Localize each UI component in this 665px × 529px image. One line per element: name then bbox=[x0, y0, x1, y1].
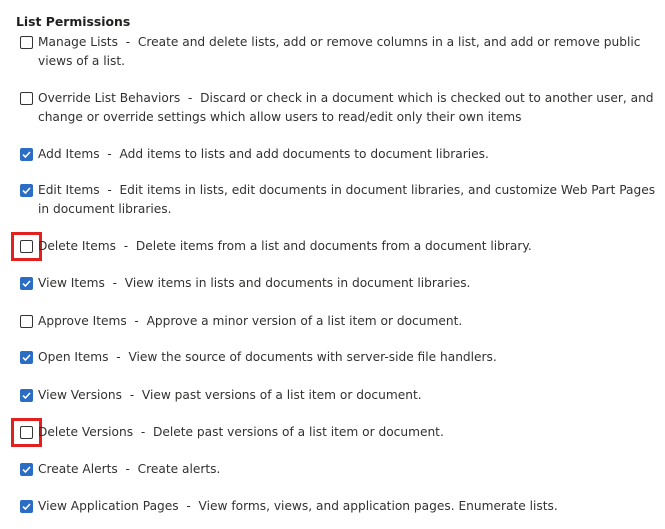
permission-description: View the source of documents with server-side file handlers. bbox=[128, 350, 497, 364]
permission-description: View items in lists and documents in document libraries. bbox=[124, 276, 471, 290]
permission-description: Create and delete lists, add or remove columns in a list, and add or remove public views of a list. bbox=[38, 35, 641, 68]
permission-edit-items: Edit Items - Edit items in lists, edit documents in document libraries, and customize Web Part Pages in document libraries. bbox=[38, 183, 656, 216]
permission-view-application-pages: View Application Pages - View forms, views, and application pages. Enumerate lists. bbox=[38, 499, 558, 513]
permission-override-list-behaviors: Override List Behaviors - Discard or check in a document which is checked out to another user, and change or override settings which allow users to read/edit only their own items bbox=[38, 91, 654, 124]
view-items-checkbox[interactable] bbox=[20, 277, 33, 290]
permission-name: View Items bbox=[38, 276, 105, 290]
permission-name: View Application Pages bbox=[38, 499, 179, 513]
permission-manage-lists: Manage Lists - Create and delete lists, add or remove columns in a list, and add or remove public views of a list. bbox=[38, 35, 641, 68]
delete-items-checkbox[interactable] bbox=[20, 240, 33, 253]
permission-name: Edit Items bbox=[38, 183, 100, 197]
permission-view-items: View Items - View items in lists and documents in document libraries. bbox=[38, 276, 471, 290]
permission-description: Add items to lists and add documents to document libraries. bbox=[119, 147, 489, 161]
permission-delete-versions: Delete Versions - Delete past versions of a list item or document. bbox=[38, 425, 444, 439]
permission-create-alerts: Create Alerts - Create alerts. bbox=[38, 462, 221, 476]
permission-view-versions: View Versions - View past versions of a list item or document. bbox=[38, 388, 422, 402]
override-list-behaviors-checkbox[interactable] bbox=[20, 92, 33, 105]
permission-approve-items: Approve Items - Approve a minor version of a list item or document. bbox=[38, 314, 463, 328]
permission-description: Edit items in lists, edit documents in document libraries, and customize Web Part Pages in document libraries. bbox=[38, 183, 656, 216]
permission-description: Delete past versions of a list item or document. bbox=[153, 425, 444, 439]
permission-open-items: Open Items - View the source of documents with server-side file handlers. bbox=[38, 350, 497, 364]
permission-add-items: Add Items - Add items to lists and add documents to document libraries. bbox=[38, 147, 489, 161]
permission-name: Manage Lists bbox=[38, 35, 118, 49]
permission-name: Delete Versions bbox=[38, 425, 134, 439]
permission-name: View Versions bbox=[38, 388, 122, 402]
permission-name: Approve Items bbox=[38, 314, 127, 328]
permission-description: Create alerts. bbox=[137, 462, 221, 476]
view-versions-checkbox[interactable] bbox=[20, 389, 33, 402]
permission-name: Create Alerts bbox=[38, 462, 118, 476]
section-title: List Permissions bbox=[16, 14, 131, 29]
view-application-pages-checkbox[interactable] bbox=[20, 500, 33, 513]
permission-name: Open Items bbox=[38, 350, 109, 364]
permission-description: Discard or check in a document which is checked out to another user, and change or override settings which allow users to read/edit only their own items bbox=[38, 91, 654, 124]
permission-name: Override List Behaviors bbox=[38, 91, 181, 105]
permission-description: Approve a minor version of a list item or document. bbox=[146, 314, 463, 328]
permission-name: Add Items bbox=[38, 147, 100, 161]
add-items-checkbox[interactable] bbox=[20, 148, 33, 161]
create-alerts-checkbox[interactable] bbox=[20, 463, 33, 476]
edit-items-checkbox[interactable] bbox=[20, 184, 33, 197]
permission-name: Delete Items bbox=[38, 239, 117, 253]
manage-lists-checkbox[interactable] bbox=[20, 36, 33, 49]
permission-delete-items: Delete Items - Delete items from a list and documents from a document library. bbox=[38, 239, 532, 253]
permission-description: View past versions of a list item or document. bbox=[141, 388, 422, 402]
open-items-checkbox[interactable] bbox=[20, 351, 33, 364]
approve-items-checkbox[interactable] bbox=[20, 315, 33, 328]
permission-description: Delete items from a list and documents from a document library. bbox=[135, 239, 532, 253]
permission-description: View forms, views, and application pages. Enumerate lists. bbox=[198, 499, 558, 513]
delete-versions-checkbox[interactable] bbox=[20, 426, 33, 439]
